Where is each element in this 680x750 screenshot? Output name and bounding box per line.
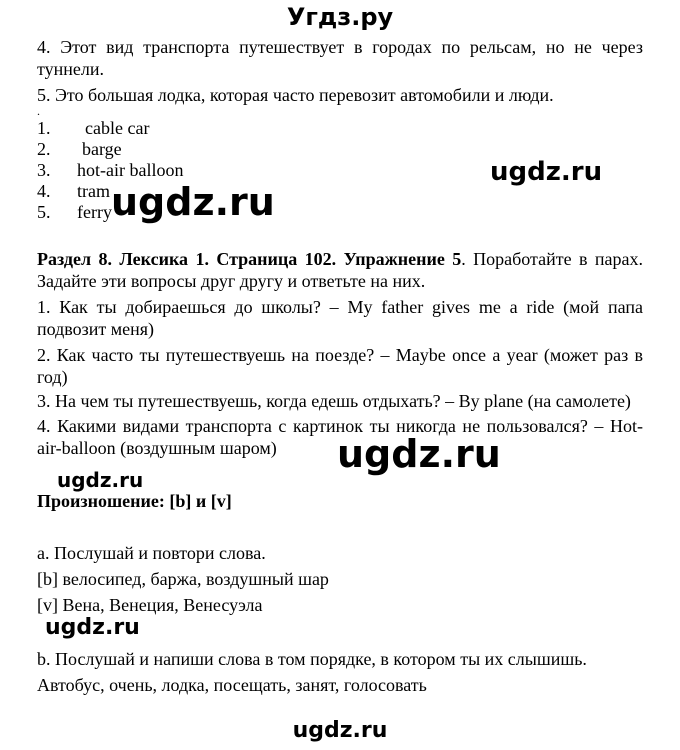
words-b: Автобус, очень, лодка, посещать, занят, голосовать: [37, 675, 427, 695]
list-item: [37, 138, 337, 159]
watermark: ugdz.ru: [292, 718, 388, 743]
list-item-number: 1.: [37, 118, 51, 138]
task-b: b. Послушай и напиши слова в том порядке, в котором ты их слышишь.: [37, 649, 587, 669]
watermark: ugdz.ru: [111, 180, 275, 224]
prev-item-5: 5. Это большая лодка, которая часто перевозит автомобили и люди.: [37, 85, 554, 105]
list-item-number: 5.: [37, 202, 51, 222]
list-item-label: barge: [82, 139, 122, 159]
watermark: ugdz.ru: [490, 157, 603, 187]
list-item: [37, 117, 337, 138]
question-4: 4. Какими видами транспорта с картинок ты никогда не пользовался? – Hot-air-balloon (воздушным шаром): [37, 416, 643, 458]
list-item: [37, 159, 337, 180]
prev-item-4: 4. Этот вид транспорта путешествует в городах по рельсам, но не через туннели.: [37, 37, 643, 79]
list-item-label: cable car: [85, 118, 150, 138]
site-title: Угдз.ру: [286, 3, 394, 31]
list-item-label: ferry: [77, 202, 112, 222]
question-2: 2. Как часто ты путешествуешь на поезде? – Maybe once a year (может раз в год): [37, 345, 643, 387]
dot: .: [37, 104, 40, 118]
watermark: ugdz.ru: [45, 615, 140, 640]
section-heading: [37, 248, 643, 292]
question-1: 1. Как ты добираешься до школы? – My father gives me a ride (мой папа подвозит меня): [37, 297, 643, 339]
pronunciation-heading: Произношение: [b] и [v]: [37, 491, 232, 511]
list-item-number: 4.: [37, 181, 51, 201]
watermark: ugdz.ru: [57, 468, 144, 492]
section-instruction: . Поработайте в парах. Задайте эти вопросы друг другу и ответьте на них.: [37, 249, 643, 291]
list-item-number: 2.: [37, 139, 51, 159]
list-item-label: tram: [77, 181, 110, 201]
section-title: Раздел 8. Лексика 1. Страница 102. Упражнение 5: [37, 249, 462, 269]
watermark: ugdz.ru: [337, 432, 501, 476]
question-3: 3. На чем ты путешествуешь, когда едешь отдыхать? – By plane (на самолете): [37, 391, 631, 411]
list-item-label: hot-air balloon: [77, 160, 184, 180]
task-a: a. Послушай и повтори слова.: [37, 543, 266, 563]
b-words: [b] велосипед, баржа, воздушный шар: [37, 569, 329, 589]
list-item-number: 3.: [37, 160, 51, 180]
v-words: [v] Вена, Венеция, Венесуэла: [37, 595, 263, 615]
